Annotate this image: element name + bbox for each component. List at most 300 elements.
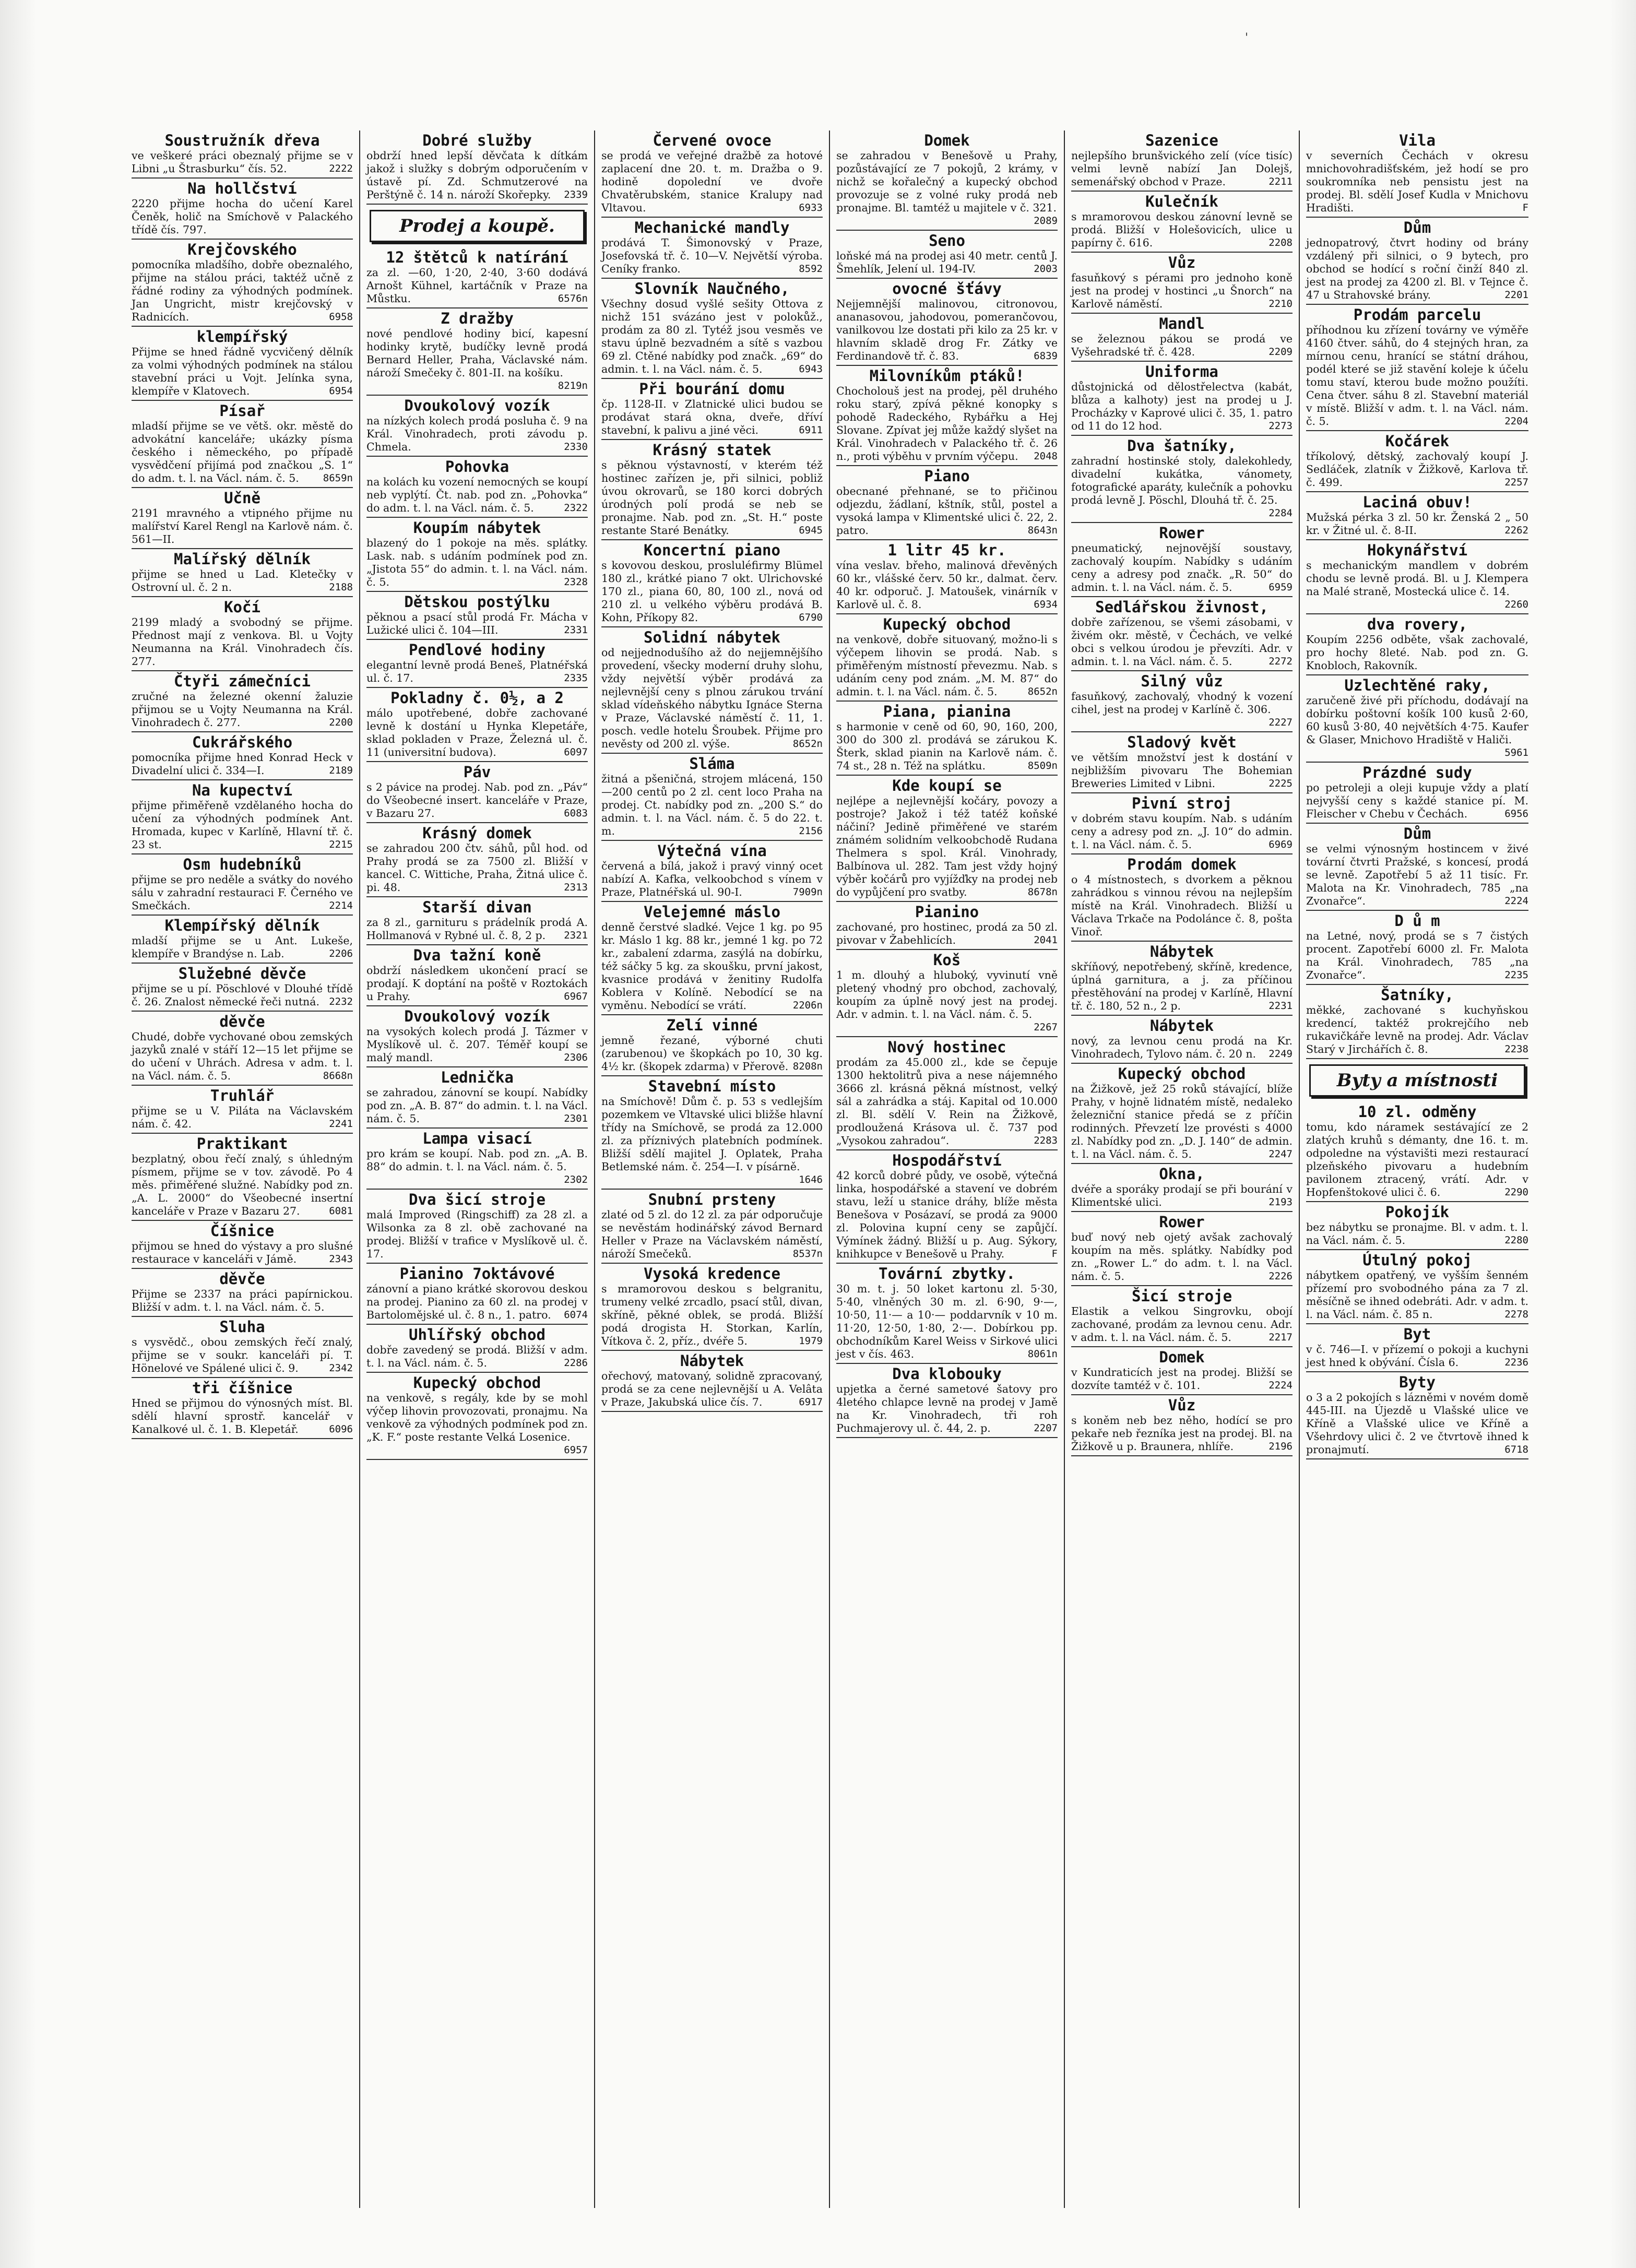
classified-ad: [601, 627, 823, 754]
classified-ad: [1071, 1347, 1293, 1395]
classified-ad: [1071, 597, 1293, 671]
ad-heading: Dům: [1403, 219, 1431, 236]
classified-ad: [1306, 218, 1528, 305]
ad-number: 2231: [1269, 1000, 1293, 1012]
classified-ad: [366, 1190, 588, 1264]
ad-number: 8668n: [323, 1070, 353, 1082]
ad-body: s mechanickým mandlem v dobrém chodu se levně prodá. Bl. u J. Klempera na Malé straně, Mostecká ulice č. 14.: [1306, 559, 1528, 598]
ad-number: 2211: [1269, 176, 1293, 187]
classified-ad: [366, 247, 588, 308]
ad-body: 42 korců dobré půdy, ve osobě, výtečná linka, hospodářské a stavení ve dobrém stavu, leží u stanice dráhy, blíže města Benešova v Posázaví, se prodá za 9000 zl. Polovina kupní ceny se zapůjčí. Výmínek žádný. Bližší u p. Aug. Sýkory, knihkupce v Benešově u Prahy.: [836, 1169, 1058, 1260]
classified-ad: [1306, 614, 1528, 675]
classified-ad: [836, 1150, 1058, 1264]
ad-heading: Uhlířský obchod: [409, 1326, 546, 1344]
ad-number: 8592: [799, 263, 823, 275]
classified-ad: [1306, 540, 1528, 614]
ad-body: od nejjednodušího až do nejjemnějšího provedení, všecky moderní druhy slohu, vždy největší výběr prodává za nejlevnější ceny s plnou zárukou trvání sklad vídeňského nábytku Ignáce Sterna v Praze, Václavské náměstí č. 11, 1. posch. vedle hotelu Šroubek. Přijme pro nevěsty od 200 zl. výše.: [601, 646, 823, 750]
ad-number: 2273: [1269, 420, 1293, 432]
classified-ad: [1071, 793, 1293, 854]
classified-ad: [601, 1264, 823, 1351]
ad-heading: Útulný pokoj: [1362, 1251, 1472, 1269]
ad-body: s koněm neb bez něho, hodící se pro pekaře neb řezníka jest na prodej. Bl. na Žižkově u p. Braunera, nhlíře.: [1071, 1414, 1293, 1453]
ad-number: 2235: [1504, 969, 1528, 981]
section-heading-box: Prodej a koupě.: [370, 210, 585, 242]
ad-body: jemně řezané, výborné chuti (zarubenou) ve škopkách po 10, 30 kg. 4½ kr. (škopek zdarma) v Přerově.: [601, 1034, 823, 1073]
ad-body: mladší přijme se ve větš. okr. městě do advokátní kanceláře; ukázky písma českého i německého, po případě vysvědčení přijímá pod značkou „S. 1“ do adm. t. l. na Václ. nám. č. 5.: [132, 420, 353, 484]
ad-body: obdrží následkem ukončení prací se prodají. K doptání na poště v Roztokách u Prahy.: [366, 964, 588, 1003]
ad-number: 7909n: [792, 886, 823, 898]
classified-ad: [366, 457, 588, 518]
ad-number: 2196: [1269, 1441, 1293, 1452]
ad-body: nejlepšího brunšvického zelí (více tisíc) velmi levně nabízí Jan Dolejš, semenářský obchod v Praze.: [1071, 149, 1293, 188]
section-heading-box: Byty a místnosti: [1309, 1064, 1525, 1097]
ad-number: 6718: [1504, 1444, 1528, 1455]
classified-ad: [836, 231, 1058, 279]
ad-heading: 12 štětců k natírání: [386, 248, 568, 266]
ad-body: fasuňkový, zachovalý, vhodný k vození cihel, jest na prodej v Karlíně č. 306.: [1071, 690, 1293, 716]
classified-ad: [132, 549, 353, 597]
classified-ad: [836, 466, 1058, 540]
classified-ad: [366, 897, 588, 945]
ad-heading: Pianino: [915, 903, 979, 921]
ad-body: fasuňkový s pérami pro jednoho koně jest na prodej v hostinci „u Šnorch“ na Karlově náměstí.: [1071, 271, 1293, 310]
classified-ad: [601, 279, 823, 379]
ad-heading: 10 zl. odměny: [1358, 1103, 1477, 1121]
ad-heading: Nábytek: [680, 1352, 744, 1370]
classified-ad: [1071, 1016, 1293, 1064]
ad-body: Hned se přijmou do výnosných míst. Bl. sdělí hlavní sprostř. kancelář v Kanalkové ul. č. 1. B. Klepetář.: [132, 1397, 353, 1435]
ad-heading: Rower: [1159, 1213, 1205, 1231]
ad-number: 2331: [564, 624, 588, 636]
ad-heading: Nový hostinec: [887, 1038, 1006, 1056]
ad-body: Chudé, dobře vychované obou zemských jazyků znalé v stáří 12—15 let přijme se do učení v Uhrách. Adresa v adm. t. l. na Václ. nám. č. 5.: [132, 1030, 353, 1082]
ad-heading: Dvoukolový vozík: [404, 1007, 550, 1025]
ad-number: 6097: [564, 746, 588, 758]
ad-number: 2284: [1269, 507, 1293, 519]
classified-ad: [132, 240, 353, 327]
ad-number: 8643n: [1027, 525, 1058, 536]
ad-body: červená a bílá, jakož i pravý vinný ocet nabízí A. Kafka, velkoobchod s vínem v Praze, Platnéřská ul. 90-I.: [601, 860, 823, 898]
ad-body: bez nábytku se pronajme. Bl. v adm. t. l. na Václ. nám. č. 5.: [1306, 1221, 1528, 1246]
ad-number: 6790: [799, 612, 823, 623]
classified-ad: [366, 518, 588, 592]
ad-heading: Tovární zbytky.: [879, 1265, 1015, 1283]
ad-heading: Služebné děvče: [178, 965, 306, 982]
ad-number: 2226: [1269, 1270, 1293, 1282]
ad-number: 6969: [1269, 839, 1293, 850]
classified-ad: [836, 614, 1058, 702]
classified-ad: [836, 540, 1058, 614]
ad-body: čp. 1128-II. v Zlatnické ulici budou se prodávat stará okna, dveře, dříví stavební, k palivu a jiné věci.: [601, 398, 823, 436]
ad-heading: Kupecký obchod: [413, 1374, 541, 1392]
ad-heading: Hospodářství: [892, 1151, 1002, 1169]
ad-heading: Krejčovského: [187, 241, 297, 258]
classified-ad: [366, 823, 588, 897]
ad-number: 6933: [799, 202, 823, 213]
ad-heading: Sazenice: [1145, 132, 1218, 149]
classified-ad: [132, 327, 353, 401]
ad-heading: Páv: [463, 763, 491, 781]
classified-ad: [836, 279, 1058, 366]
classified-ad: [1306, 431, 1528, 492]
ad-body: 30 m. t. j. 50 loket kartonu zl. 5·30, 5·40, vlněných 30 m. zl. 6·90, 9·—, 10·50, 11·— a 10·— poddarvník v 10 m. 11·20, 12·50, 1·80, 2·—. Dobírkou pp. obchodníkům Karel Weiss v Sirkové ulici jest v čís. 463.: [836, 1283, 1058, 1360]
classified-ad: [132, 1012, 353, 1086]
ad-heading: Čtyři zámečníci: [174, 672, 311, 690]
ad-number: 2342: [329, 1362, 353, 1374]
classified-ad: [132, 1221, 353, 1269]
ad-heading: Pendlové hodiny: [409, 641, 546, 659]
ad-number: 2189: [329, 765, 353, 776]
classified-ad: [1306, 130, 1528, 218]
ad-column: [360, 130, 595, 2208]
ad-heading: Nábytek: [1149, 943, 1214, 960]
ad-body: Nejjemnější malinovou, citronovou, ananasovou, jahodovou, pomerančovou, vanilkovou lze dostati při kilo za 25 kr. v hlavním skladě drog Fr. Zátky ve Ferdinandově tř. č. 83.: [836, 298, 1058, 362]
ad-heading: Praktikant: [196, 1135, 288, 1153]
ad-body: v dobrém stavu koupím. Nab. s udáním ceny a adresy pod zn. „J. 10“ do admin. t. l. na Václ. nám. č. 5.: [1071, 812, 1293, 851]
classified-ad: [1071, 314, 1293, 362]
ad-body: s mramorovou deskou zánovní levně se prodá. Bližší v Holešovicích, ulice u papírny č. 616.: [1071, 210, 1293, 249]
ad-body: 2199 mladý a svobodný se přijme. Přednost mají z venkova. Bl. u Vojty Neumanna na Král. Vinohradech čís. 277.: [132, 616, 353, 668]
ad-heading: Solidní nábytek: [644, 628, 780, 646]
classified-ad: [836, 702, 1058, 776]
ad-heading: Koupím nábytek: [413, 519, 541, 537]
ad-heading: Krásný statek: [653, 441, 772, 459]
ad-body: denně čerstvé sladké. Vejce 1 kg. po 95 kr. Máslo 1 kg. 88 kr., jemné 1 kg. po 72 kr., zabalení zdarma, zasýlá na dobírku, též sáčky 5 kg. za skoušku, první jakost, kvasnice prodává v ženitiny Rudolfa Koblera v Kolíně. Nebodící se na vyměnu. Nebodící se vrátí.: [601, 921, 823, 1012]
ad-body: tomu, kdo náramek sestávající ze 2 zlatých kruhů s démanty, dne 16. t. m. odpoledne na výstavišti mezi restaurací plzeňského pivovaru a hudebním pavilonem ztracený, vrátí. Adr. v Hopfenštokové ulici č. 6.: [1306, 1121, 1528, 1198]
ad-body: Všechny dosud vyšlé sešity Ottova z nichž 151 svázáno jest v polokůž., prodám za 80 zl. Tytéž jsou vesměs ve stavu úplně bezvadném a sítě s vazbou 69 zl. Ctěné nabídky pod značk. „69“ do admin. t. l. na Václ. nám. č. 5.: [601, 298, 823, 375]
ad-body: Mužská pérka 3 zl. 50 kr. Ženská 2 „ 50 kr. v Žitné ul. č. 8-II.: [1306, 511, 1528, 537]
ad-heading: Šatníky,: [1381, 986, 1454, 1004]
classified-ad: [1071, 1212, 1293, 1286]
ad-heading: Pivní stroj: [1131, 794, 1232, 812]
ad-body: nové pendlové hodiny bicí, kapesní hodinky krytě, budíčky levně prodá Bernard Heller, Praha, Václavské nám. nároží Smečeky č. 801-II. na košíku.: [366, 327, 588, 379]
ad-number: F: [1051, 1248, 1058, 1260]
ad-number: 2225: [1269, 778, 1293, 789]
scan-shadow-left: [0, 0, 37, 2268]
ad-number: 6934: [1034, 599, 1058, 610]
classified-ad: [1071, 253, 1293, 314]
ad-number: 2267: [1034, 1022, 1058, 1033]
ad-heading: dva rovery,: [1367, 615, 1468, 633]
ad-heading: 1 litr 45 kr.: [887, 541, 1006, 559]
ad-heading: Z dražby: [441, 310, 514, 327]
ad-body: Chocholouš jest na prodej, pěl druhého roku starý, zpívá pěkné konopky s pohodě Radeckého, Rybářku a Hej Slovane. Zpívat jej může každý slyšet na Král. Vinohradech v Palackého tř. č. 26 n., proti výběhu v prvním výčepu.: [836, 385, 1058, 462]
ad-heading: Na hollčství: [187, 180, 297, 197]
ad-heading: Seno: [929, 232, 965, 250]
ad-number: 2283: [1034, 1135, 1058, 1146]
ad-body: se železnou pákou se prodá ve Vyšehradské tř. č. 428.: [1071, 333, 1293, 358]
classified-ad: [1306, 1324, 1528, 1372]
classified-ad: [132, 401, 353, 488]
classified-ad: [1306, 492, 1528, 540]
ad-heading: Soustružník dřeva: [164, 132, 320, 149]
ad-number: 6074: [564, 1309, 588, 1321]
ad-number: 2214: [329, 900, 353, 911]
ad-heading: Koš: [933, 951, 961, 969]
classified-ad: [601, 1190, 823, 1264]
ad-number: 2204: [1504, 415, 1528, 427]
scan-shadow-right: [1610, 0, 1636, 2268]
ad-number: 2257: [1504, 477, 1528, 488]
ad-heading: Červené ovoce: [653, 132, 772, 149]
ad-number: 2200: [329, 717, 353, 728]
ad-heading: Dva šicí stroje: [409, 1191, 546, 1208]
classified-ad: [601, 130, 823, 218]
ad-number: 2280: [1504, 1234, 1528, 1246]
ad-heading: Dům: [1403, 825, 1431, 842]
ad-body: vína veslav. břeho, malinová dřevěných 60 kr., vlášské červ. 50 kr., dalmat. červ. 40 kr. odporuč. J. Matoušek, vinárník v Karlově ul. č. 8.: [836, 559, 1058, 611]
ad-heading: Sluha: [219, 1318, 265, 1336]
classified-ad: [1306, 305, 1528, 431]
ad-body: tříkolový, dětský, zachovalý koupí J. Sedláček, zlatník v Žižkově, Karlova tř. č. 499.: [1306, 450, 1528, 489]
ad-heading: Domek: [1159, 1348, 1205, 1366]
ad-heading: Uzlechtěné raky,: [1344, 676, 1490, 694]
classified-ad: [1071, 1064, 1293, 1164]
ad-number: 2301: [564, 1113, 588, 1124]
ad-body: na venkově, dobře situovaný, možno-li s výčepem lihovin se prodá. Nab. s přiměřeným místností převezmu. Nab. s udáním ceny pod znám. „M. M. 87“ do admin. t. l. na Václ. nám. č. 5.: [836, 633, 1058, 698]
classified-ad: [836, 776, 1058, 902]
classified-ad: [366, 1006, 588, 1067]
ad-number: 2208: [1269, 237, 1293, 248]
ad-heading: Lampa visací: [422, 1130, 532, 1147]
classified-ad: [601, 1076, 823, 1190]
ad-heading: Pokladny č. 0½, a 2: [390, 689, 564, 707]
ad-number: 2241: [329, 1118, 353, 1130]
ad-body: o 3 a 2 pokojích s lázněmi v novém domě 445-III. na Újezdě u Vlašské ulice ve Kříně a Vlašské ulice ve Kříně a Všehrdovy ulici č. 2 ve čtvrtově ihned k pronajmutí.: [1306, 1391, 1528, 1456]
ad-number: 2041: [1034, 934, 1058, 946]
ad-number: 2321: [564, 930, 588, 941]
classified-ad: [132, 488, 353, 549]
ad-body: na nízkých kolech prodá posluha č. 9 na Král. Vinohradech, proti závodu p. Chmela.: [366, 414, 588, 453]
classified-ad: [601, 754, 823, 841]
ad-heading: Mechanické mandly: [634, 219, 790, 236]
classified-ad: [366, 1129, 588, 1190]
classified-ad: [366, 592, 588, 640]
ad-body: jednopatrový, čtvrt hodiny od brány vzdálený při silnici, o 9 bytech, pro obchod se hodící s roční činží 840 zl. jest na prodej za 4200 zl. Bl. v Tejnce č. 47 u Strahovské brány.: [1306, 236, 1528, 301]
ad-heading: klempířský: [196, 328, 288, 346]
classified-ad: [601, 379, 823, 440]
ad-heading: Dobré služby: [422, 132, 532, 149]
ad-body: se velmi výnosným hostincem v živé tovární čtvrti Pražské, s koncesí, prodá se levně. Zapotřebí 5 až 11 tisíc. Fr. Malota na Kr. Vinohradech, 785 „na Zvonařce“.: [1306, 842, 1528, 907]
classified-ad: [1071, 1286, 1293, 1347]
classified-ad: [366, 396, 588, 457]
ad-heading: Kulečník: [1145, 193, 1218, 210]
ad-number: 2322: [564, 502, 588, 514]
ad-number: F: [1522, 202, 1528, 213]
classified-ad: [1071, 732, 1293, 793]
ad-heading: Slovník Naučného,: [634, 280, 790, 298]
ad-heading: Pohovka: [445, 458, 509, 476]
classified-ad: [366, 130, 588, 205]
ad-body: o 4 místnostech, s dvorkem a pěknou zahrádkou s vinnou révou na nejlepším místě na Král. Vinohradech. Bližší u Václava Trkače na Podolánce č. 8, pošta Vinoř.: [1071, 873, 1293, 938]
classified-ad: [601, 1015, 823, 1076]
classified-ad: [1071, 192, 1293, 253]
ad-body: se zahradou v Benešově u Prahy, pozůstávající ze 7 pokojů, 2 krámy, v nichž se kořalečný a kupecký obchod provozuje se z volné ruky prodá neb pronajme. Bl. tamtéž u majitele v č. 321.: [836, 149, 1058, 214]
ad-body: žitná a pšeničná, strojem mlácená, 150—200 centů po 2 zl. cent loco Praha na prodej. Ct. nabídky pod zn. „200 S.“ do admin. t. l. na Václ. nám. č. 5 do 22. t. m.: [601, 773, 823, 837]
ad-number: 2328: [564, 576, 588, 588]
ad-body: loňské má na prodej asi 40 metr. centů J. Šmehlík, Jelení ul. 194-IV.: [836, 250, 1058, 275]
classified-ad: [132, 1317, 353, 1378]
ad-heading: Učně: [224, 489, 260, 507]
ad-body: za zl. —60, 1·20, 2·40, 3·60 dodává Arnošt Kühnel, kartáčník v Praze na Můstku.: [366, 266, 588, 305]
ad-body: málo upotřebené, dobře zachované levně k dostání u Hynka Klepetáře, sklad pokladen v Praze, Železná ul. č. 11 (universitní budova).: [366, 707, 588, 758]
classified-ad: [601, 540, 823, 627]
classified-ad: [366, 1264, 588, 1325]
ad-body: přijmou se hned do výstavy a pro slušné restaurace v kanceláři v Jámě.: [132, 1240, 353, 1265]
ad-number: 6917: [799, 1396, 823, 1408]
ad-column: [1300, 130, 1535, 2208]
classified-ad: [601, 841, 823, 902]
ad-body: s mramorovou deskou s belgranitu, trumeny velké zrcadlo, psací stůl, divan, skříně, pěkné oblek, se prodá. Bližší podá drogista H. Storkan, Karlín, Vítkova č. 2, příz., dvéře 5.: [601, 1283, 823, 1347]
ad-heading: tři číšnice: [192, 1379, 293, 1397]
ad-body: zlaté od 5 zl. do 12 zl. za pár odporučuje se nevěstám hodinářský závod Bernard Heller v Praze na Václavském náměstí, nároží Smečeků.: [601, 1208, 823, 1260]
ad-number: 6954: [329, 385, 353, 397]
ad-number: 2249: [1269, 1048, 1293, 1060]
ad-number: 2003: [1034, 263, 1058, 275]
ad-number: 2210: [1269, 298, 1293, 310]
ad-heading: Prázdné sudy: [1362, 764, 1472, 781]
ad-body: zachované, pro hostinec, prodá za 50 zl. pivovar v Žabehlicích.: [836, 921, 1058, 946]
ad-body: upjetka a černé sametové šatovy pro 4letého chlapce levně na prodej v Jamě na Kr. Vinohradech, tři roh Puchmajerovy ul. č. 44, 2. p.: [836, 1383, 1058, 1434]
ad-heading: Hokynářství: [1367, 541, 1468, 559]
ad-heading: Malířský dělník: [174, 550, 311, 568]
ad-heading: Kočárek: [1385, 432, 1450, 450]
ad-body: obdrží hned lepší děvčata k dítkám jakož i služky s dobrým odporučením v ústavě pí. Zd. Schmutzerové na Perštýně č. 14 n. nároží Skořepky.: [366, 149, 588, 201]
ad-body: pneumatický, nejnovější soustavy, zachovalý koupím. Nabídky s udáním ceny a adresy pod značk. „R. 50“ do admin. t. l. na Václ. nám. č. 5.: [1071, 542, 1293, 593]
ad-heading: Rower: [1159, 524, 1205, 542]
ad-heading: Uniforma: [1145, 363, 1218, 381]
classified-ad: [132, 597, 353, 671]
ad-body: ve veškeré práci obeznalý přijme se v Libni „u Štrasburku“ čís. 52.: [132, 149, 353, 175]
ad-body: na Žižkově, jež 25 roků stávající, blíže Prahy, v hojně lidnatém místě, nedaleko železniční stanice předá se z příčin rodinných. Převzetí lze provésti s 4000 zl. Nabídky pod zn. „D. J. 140“ de admin. t. l. na Václ. nám. č. 5.: [1071, 1083, 1293, 1160]
classified-ad: [132, 916, 353, 964]
ad-heading: Piano: [924, 467, 970, 485]
ad-body: přijme přiměřeně vzdělaného hocha do učení za výhodných podmínek Ant. Hromada, kupec v Karlíně, Hlavní tř. č. 23 st.: [132, 799, 353, 851]
ad-number: 8208n: [792, 1061, 823, 1072]
ad-heading: Truhlář: [210, 1087, 275, 1105]
ad-number: 8219n: [558, 380, 588, 391]
ad-body: v severních Čechách v okresu mnichovohradišťském, jež hodí se pro soukromníka neb pensistu jest na prodej. Bl. sdělí Josef Kudla v Mnichovu Hradišti.: [1306, 149, 1528, 214]
ad-number: 6839: [1034, 350, 1058, 362]
ad-body: za 8 zl., garnituru s prádelník prodá A. Hollmanová v Rybné ul. č. 8, 2 p.: [366, 916, 588, 942]
ad-number: 8652n: [792, 738, 823, 750]
ad-body: pěknou a psací stůl prodá Fr. Mácha v Lužické ulici č. 104—III.: [366, 611, 588, 636]
ad-number: 2272: [1269, 656, 1293, 667]
ad-body: elegantní levně prodá Beneš, Platnéřská ul. č. 17.: [366, 659, 588, 684]
ad-number: 8678n: [1027, 886, 1058, 898]
ad-number: 6957: [564, 1444, 588, 1456]
classified-ad: [366, 945, 588, 1006]
ad-body: prodám za 45.000 zl., kde se čepuje 1300 hektolitrů piva a nese nájemného 3666 zl. krásná pěkná místnost, velký sál a zahrádka a stáj. Kapital od 10.000 zl. Bl. sdělí V. Rein na Žižkově, prodloužená Krásova ul. č. 737 pod „Vysokou zahradou“.: [836, 1056, 1058, 1147]
ad-body: 1 m. dlouhý a hluboký, vyvinutí vně pletený vhodný pro obchod, zachovalý, koupím za úplně nový jest na prodej. Adr. v admin. t. l. na Václ. nám. č. 5.: [836, 969, 1058, 1020]
ad-number: 2206n: [792, 1000, 823, 1011]
ad-heading: Na kupectví: [192, 781, 293, 799]
ad-body: nejlépe a nejlevnější kočáry, povozy a postroje? Jakož i též tatéž koňské náčiní? Jedině přiměřené ve starém známém solidním velkoobchodě Rudana Thelmera s spol. Král. Vinohrady, Balbínova ul. 282. Tam jest vždy hojný výběr kočárů pro vyjížďky na prodej neb do vypůjčení pro svatby.: [836, 794, 1058, 898]
ad-heading: Koncertní piano: [644, 541, 780, 559]
ad-heading: Osm hudebníků: [183, 856, 302, 873]
ad-number: 2048: [1034, 450, 1058, 462]
ad-column: [125, 130, 360, 2208]
ad-heading: Mandl: [1159, 315, 1205, 333]
ad-body: s kovovou deskou, prosluléfirmy Blümel 180 zl., krátké piano 7 okt. Ulrichovské 170 zl., piana 60, 80, 100 zl., nová od 210 zl. u velkého výběru prodává B. Kohn, Příkopy 82.: [601, 559, 823, 624]
ad-column: [830, 130, 1065, 2208]
ad-heading: ovocné šťávy: [892, 280, 1002, 298]
classified-ad: [366, 1067, 588, 1129]
ad-number: 1979: [799, 1335, 823, 1347]
ad-number: 2207: [1034, 1422, 1058, 1434]
classified-ad: [836, 1364, 1058, 1438]
ad-number: 6959: [1269, 581, 1293, 593]
classified-ad: [366, 308, 588, 396]
page-mark: ': [1245, 31, 1249, 44]
ad-number: 2193: [1269, 1196, 1293, 1208]
ad-heading: Prodám parcelu: [1353, 306, 1481, 324]
classified-ad: [1071, 1395, 1293, 1456]
ad-heading: Nábytek: [1149, 1017, 1214, 1035]
classified-ad: [366, 1373, 588, 1460]
ad-body: malá Improved (Ringschiff) za 28 zl. a Wilsonka za 8 zl. obě zachované na prodej. Bližší v trafice v Myslíkově ul. č. 17.: [366, 1208, 588, 1260]
ad-heading: Dva klobouky: [892, 1365, 1002, 1383]
ad-body: pomocníka mladšího, dobře obeznalého, přijme na stálou práci, taktéž učně z řádné rodiny za výhodných podmínek. Jan Ungricht, mistr krejčovský v Radnicích.: [132, 258, 353, 323]
ad-heading: Piana, pianina: [883, 703, 1011, 720]
ad-number: 2343: [329, 1253, 353, 1265]
ad-heading: Vůz: [1168, 1396, 1196, 1414]
ad-body: dobře zavedený se prodá. Bližší v adm. t. l. na Václ. nám. č. 5.: [366, 1344, 588, 1369]
classified-ad: [836, 1037, 1058, 1150]
ad-number: 6911: [799, 424, 823, 436]
ad-number: 2339: [564, 189, 588, 200]
classified-ad: [1306, 1250, 1528, 1324]
ad-body: příhodnou ku zřízení továrny ve výměře 4160 čtver. sáhů, do 4 stejných hran, za mírnou cenu, hranící se státní dráhou, podél které se již stavění koleje k účelu tomu staví, kterou bude možno použíti. Cena čtver. sáhu 8 zl. Stavební materiál v místě. Bližší v adm. t. l. na Václ. nám. č. 5.: [1306, 324, 1528, 428]
ad-heading: Vila: [1399, 132, 1436, 149]
classified-ad: [1306, 763, 1528, 824]
ad-heading: Kde koupí se: [892, 777, 1002, 794]
ad-body: s pěknou výstavností, v kterém též hostinec zařízen je, při silnici, pobliž úvou okrovarů, se 180 korci dobrých úrodných polí prodá se neb se pronajme. Nab. pod zn. „St. H.“ poste restante Staré Benátky.: [601, 459, 823, 537]
ad-number: 6083: [564, 808, 588, 819]
ad-body: přijme se pro neděle a svátky do nového sálu v zahradní restauraci F. Černého ve Smečkách.: [132, 873, 353, 912]
ad-heading: Vysoká kredence: [644, 1265, 780, 1283]
ad-body: důstojnická od dělostřelectva (kabát, blůza a kalhoty) jest na prodej u J. Procházky v Kaprové ulici č. 35, 1. patro od 11 do 12 hod.: [1071, 381, 1293, 432]
ad-number: 8061n: [1027, 1348, 1058, 1360]
ad-heading: Vůz: [1168, 254, 1196, 271]
classified-ad: [1306, 1202, 1528, 1250]
ad-heading: Výtečná vína: [657, 842, 767, 860]
ad-body: na kolách ku vození nemocných se koupí neb vyplýtí. Čt. nab. pod zn. „Pohovka“ do adm. t. l. na Václ. nám. č. 5.: [366, 476, 588, 514]
ad-body: Koupím 2256 odběte, však zachovalé, pro hochy 8leté. Nab. pod zn. G. Knobloch, Rakovník.: [1306, 633, 1528, 672]
ad-heading: Laciná obuv!: [1362, 493, 1472, 511]
ad-number: 6956: [1504, 808, 1528, 820]
classified-ad: [1071, 130, 1293, 192]
ad-heading: děvče: [219, 1013, 265, 1030]
ad-column: [595, 130, 830, 2208]
classified-ad: [366, 1325, 588, 1373]
ad-heading: Kupecký obchod: [1118, 1065, 1246, 1083]
ad-body: se zahradou 200 čtv. sáhů, půl hod. od Prahy prodá se za 7500 zl. Bližší v kancel. C. Wittiche, Praha, Žitná ulice č. pi. 48.: [366, 842, 588, 894]
ad-heading: Kočí: [224, 598, 260, 616]
ad-body: prodává T. Šimonovský v Praze, Josefovská tř. č. 10—V. Největší výroba. Ceníky franko.: [601, 236, 823, 275]
ad-columns: [125, 130, 1535, 2208]
ad-body: přijme se hned u Lad. Kletečky v Ostrovní ul. č. 2 n.: [132, 568, 353, 593]
ad-body: nový, za levnou cenu prodá na Kr. Vinohradech, Tylovo nám. č. 20 n.: [1071, 1035, 1293, 1060]
ad-body: ve větším množství jest k dostání v nejbližším pivovaru The Bohemian Breweries Limited v Libni.: [1071, 751, 1293, 790]
classified-ad: [836, 1264, 1058, 1364]
ad-body: Elastik a velkou Singrovku, obojí zachované, prodám za levnou cenu. Adr. v adm. t. l. na Václ. nám. č. 5.: [1071, 1305, 1293, 1344]
ad-heading: Klempířský dělník: [164, 917, 320, 934]
ad-body: dobře zařízenou, se všemi zásobami, v živém okr. městě, v Čechách, ve velké obci s velkou úrodou je převzíti. Adr. v admin. t. l. na Václ. nám. č. 5.: [1071, 616, 1293, 668]
ad-body: zahradní hostinské stoly, dalekohledy, divadelní kukátka, vánomety, fotografické aparáty, kulečník a pohovku prodá levně J. Pöschl, Dlouhá tř. č. 25.: [1071, 455, 1293, 506]
classified-ad: [1071, 854, 1293, 942]
ad-heading: Prodám domek: [1127, 856, 1237, 873]
